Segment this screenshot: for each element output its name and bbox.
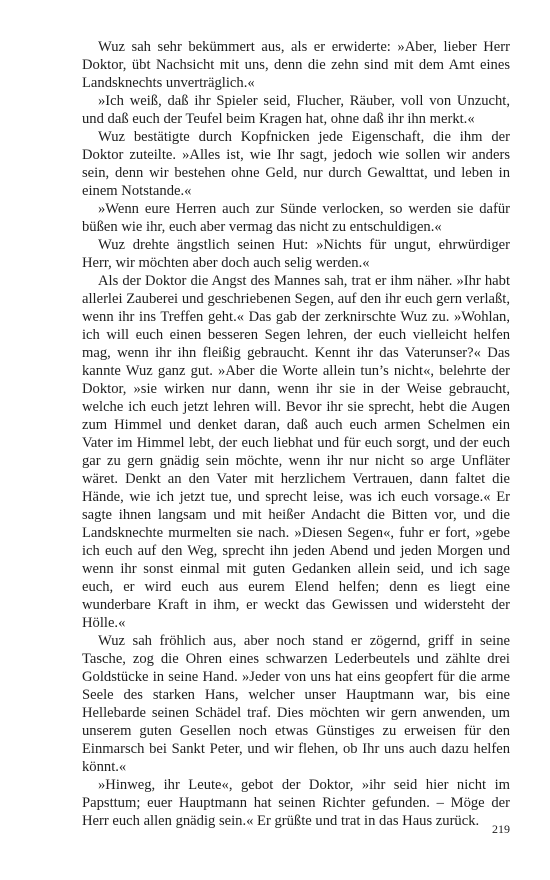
paragraph: Wuz sah fröhlich aus, aber noch stand er zögernd, griff in seine Tasche, zog die Ohren eines schwarzen Lederbeutels und zählte drei Goldstücke in seine Hand. »Jeder von uns hat eins geopfert für die arme Seele des starken Hans, welcher unser Hauptmann war, bis eine Hellebarde seinen Schädel traf. Dies möchten wir gern anwenden, um unserem guten Gesellen noch etwas Günstiges zu erweisen für den Einmarsch bei Sankt Peter, und wir flehen, ob Ihr uns auch dazu helfen könnt.« [82,633,510,775]
paragraph: Wuz drehte ängstlich seinen Hut: »Nichts für ungut, ehrwürdiger Herr, wir möchten aber doch auch selig werden.« [82,237,510,271]
paragraph: »Ich weiß, daß ihr Spieler seid, Flucher, Räuber, voll von Unzucht, und daß euch der Teufel beim Kragen hat, ohne daß ihr ihn merkt.« [82,93,510,127]
paragraph: Wuz sah sehr bekümmert aus, als er erwiderte: »Aber, lieber Herr Doktor, übt Nachsicht mit uns, denn die zehn sind mit dem Amt eines Landsknechts unverträglich.« [82,39,510,91]
paragraph: Als der Doktor die Angst des Mannes sah, trat er ihm näher. »Ihr habt allerlei Zauberei und geschriebenen Segen, auf den ihr euch gern verlaßt, wenn ihr ins Treffen geht.« Das gab der zerknirschte Wuz zu. »Wohlan, ich will euch einen besseren Segen lehren, der euch vielleicht helfen mag, wenn ihr ihn fleißig gebraucht. Kennt ihr das Vaterunser?« Das kannte Wuz ganz gut. »Aber die Worte allein tun’s nicht«, belehrte der Doktor, »sie wirken nur dann, wenn ihr sie in der Weise gebraucht, welche ich euch jetzt lehren will. Bevor ihr sie sprecht, hebt die Augen zum Himmel und denket daran, daß auch euch armen Schelmen ein Vater im Himmel lebt, der euch liebhat und für euch sorgt, und der euch gar zu gern gnädig sein möchte, wenn ihr nur nicht so arge Unfläter wäret. Denkt an den Vater mit herzlichem Vertrauen, dann faltet die Hände, wie ich jetzt tue, und sprecht leise, was ich euch vorsage.« Er sagte ihnen langsam und mit heißer Andacht die Bitten vor, und die Landsknechte murmelten sie nach. »Diesen Segen«, fuhr er fort, »gebe ich euch auf den Weg, sprecht ihn jeden Abend und jeden Morgen und wenn ihr sonst einmal mit guten Gedanken allein seid, und ich sage euch, er wird euch aus eurem Elend helfen; denn es liegt eine wunderbare Kraft in ihm, er weckt das Gewissen und widersteht der Hölle.« [82,273,510,631]
page-body [82,38,510,830]
paragraph: »Wenn eure Herren auch zur Sünde verlocken, so werden sie dafür büßen wie ihr, euch aber vermag das nicht zu entschuldigen.« [82,201,510,235]
page-number: 219 [492,822,510,836]
paragraph: Wuz bestätigte durch Kopfnicken jede Eigenschaft, die ihm der Doktor zuteilte. »Alles ist, wie Ihr sagt, jedoch wie sollen wir anders sein, denn wir bestehen ohne Geld, nur durch Gewalttat, und leben in einem Notstande.« [82,129,510,199]
paragraph: »Hinweg, ihr Leute«, gebot der Doktor, »ihr seid hier nicht im Papsttum; euer Hauptmann hat seinen Richter gefunden. – Möge der Herr euch allen gnädig sein.« Er grüßte und trat in das Haus zurück. [82,777,510,829]
